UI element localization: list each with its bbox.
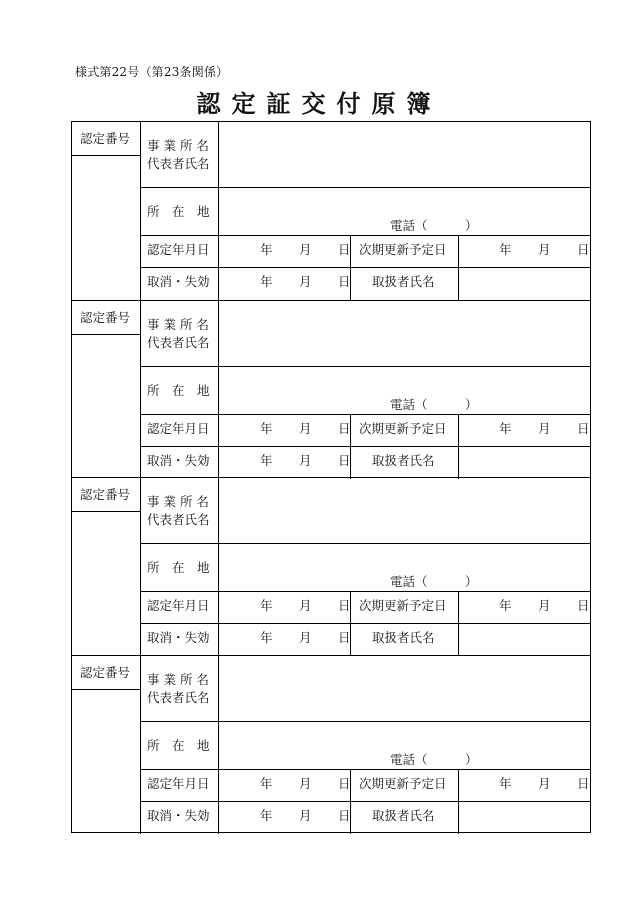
cancel-year: 年 bbox=[260, 453, 273, 468]
form-number: 様式第22号（第23条関係） bbox=[75, 65, 229, 79]
divider bbox=[140, 623, 590, 624]
business-name-label: 事 業 所 名 bbox=[147, 672, 209, 687]
divider bbox=[458, 769, 459, 834]
location-label: 所 在 地 bbox=[147, 204, 210, 219]
phone-label: 電話（ ） bbox=[390, 218, 478, 233]
representative-label: 代表者氏名 bbox=[147, 512, 210, 527]
handler-label: 取扱者氏名 bbox=[372, 274, 435, 289]
cert-number-label: 認定番号 bbox=[80, 665, 131, 680]
divider bbox=[218, 478, 219, 656]
divider bbox=[140, 769, 590, 770]
cancel-month: 月 bbox=[299, 274, 312, 289]
divider bbox=[140, 122, 141, 300]
next-renewal-label: 次期更新予定日 bbox=[359, 242, 447, 257]
cancel-day: 日 bbox=[338, 630, 351, 645]
divider bbox=[458, 235, 459, 300]
cert-date-year: 年 bbox=[260, 598, 273, 613]
cert-date-year: 年 bbox=[260, 776, 273, 791]
cert-date-day: 日 bbox=[338, 421, 351, 436]
cert-date-label: 認定年月日 bbox=[147, 598, 210, 613]
cert-date-label: 認定年月日 bbox=[147, 776, 210, 791]
business-name-label: 事 業 所 名 bbox=[147, 494, 209, 509]
cert-date-month: 月 bbox=[299, 776, 312, 791]
phone-label: 電話（ ） bbox=[390, 574, 478, 589]
next-renewal-day: 日 bbox=[577, 421, 590, 436]
next-renewal-day: 日 bbox=[577, 598, 590, 613]
divider bbox=[140, 591, 590, 592]
cert-date-year: 年 bbox=[260, 421, 273, 436]
cancel-day: 日 bbox=[338, 808, 351, 823]
phone-label: 電話（ ） bbox=[390, 752, 478, 767]
cert-date-day: 日 bbox=[338, 242, 351, 257]
cancel-year: 年 bbox=[260, 630, 273, 645]
next-renewal-day: 日 bbox=[577, 242, 590, 257]
divider bbox=[72, 334, 140, 335]
cancel-year: 年 bbox=[260, 274, 273, 289]
divider bbox=[140, 656, 141, 834]
next-renewal-label: 次期更新予定日 bbox=[359, 776, 447, 791]
cert-number-label: 認定番号 bbox=[80, 131, 131, 146]
next-renewal-year: 年 bbox=[499, 242, 512, 257]
divider bbox=[140, 301, 141, 479]
representative-label: 代表者氏名 bbox=[147, 156, 210, 171]
cert-date-year: 年 bbox=[260, 242, 273, 257]
location-label: 所 在 地 bbox=[147, 383, 210, 398]
representative-label: 代表者氏名 bbox=[147, 335, 210, 350]
cert-date-day: 日 bbox=[338, 776, 351, 791]
representative-label: 代表者氏名 bbox=[147, 690, 210, 705]
divider bbox=[218, 656, 219, 834]
registry-table bbox=[71, 121, 591, 833]
cert-date-month: 月 bbox=[299, 598, 312, 613]
divider bbox=[140, 414, 590, 415]
divider bbox=[140, 543, 590, 544]
divider bbox=[218, 122, 219, 300]
divider bbox=[218, 301, 219, 479]
cancel-month: 月 bbox=[299, 808, 312, 823]
next-renewal-month: 月 bbox=[538, 598, 551, 613]
next-renewal-day: 日 bbox=[577, 776, 590, 791]
registry-entry-2 bbox=[72, 300, 590, 479]
divider bbox=[458, 414, 459, 479]
cert-number-label: 認定番号 bbox=[80, 310, 131, 325]
divider bbox=[140, 721, 590, 722]
cert-date-month: 月 bbox=[299, 421, 312, 436]
cert-date-label: 認定年月日 bbox=[147, 242, 210, 257]
next-renewal-year: 年 bbox=[499, 598, 512, 613]
cancel-month: 月 bbox=[299, 630, 312, 645]
divider bbox=[72, 511, 140, 512]
divider bbox=[72, 155, 140, 156]
divider bbox=[458, 591, 459, 656]
business-name-label: 事 業 所 名 bbox=[147, 138, 209, 153]
next-renewal-month: 月 bbox=[538, 421, 551, 436]
location-label: 所 在 地 bbox=[147, 560, 210, 575]
next-renewal-month: 月 bbox=[538, 242, 551, 257]
handler-label: 取扱者氏名 bbox=[372, 808, 435, 823]
registry-entry-3 bbox=[72, 477, 590, 656]
cert-date-day: 日 bbox=[338, 598, 351, 613]
handler-label: 取扱者氏名 bbox=[372, 453, 435, 468]
registry-entry-1 bbox=[72, 122, 590, 300]
next-renewal-label: 次期更新予定日 bbox=[359, 598, 447, 613]
next-renewal-label: 次期更新予定日 bbox=[359, 421, 447, 436]
next-renewal-year: 年 bbox=[499, 421, 512, 436]
cancel-day: 日 bbox=[338, 274, 351, 289]
registry-entry-4 bbox=[72, 655, 590, 834]
cancel-label: 取消・失効 bbox=[147, 630, 210, 645]
cert-date-label: 認定年月日 bbox=[147, 421, 210, 436]
cancel-label: 取消・失効 bbox=[147, 453, 210, 468]
business-name-label: 事 業 所 名 bbox=[147, 317, 209, 332]
cancel-label: 取消・失効 bbox=[147, 274, 210, 289]
cert-date-month: 月 bbox=[299, 242, 312, 257]
cancel-month: 月 bbox=[299, 453, 312, 468]
cancel-label: 取消・失効 bbox=[147, 808, 210, 823]
divider bbox=[140, 235, 590, 236]
phone-label: 電話（ ） bbox=[390, 397, 478, 412]
cert-number-label: 認定番号 bbox=[80, 487, 131, 502]
cancel-day: 日 bbox=[338, 453, 351, 468]
next-renewal-month: 月 bbox=[538, 776, 551, 791]
location-label: 所 在 地 bbox=[147, 738, 210, 753]
divider bbox=[140, 446, 590, 447]
handler-label: 取扱者氏名 bbox=[372, 630, 435, 645]
divider bbox=[140, 267, 590, 268]
divider bbox=[72, 689, 140, 690]
form-title: 認定証交付原簿 bbox=[196, 89, 442, 118]
divider bbox=[140, 366, 590, 367]
cancel-year: 年 bbox=[260, 808, 273, 823]
divider bbox=[140, 478, 141, 656]
divider bbox=[140, 187, 590, 188]
next-renewal-year: 年 bbox=[499, 776, 512, 791]
divider bbox=[140, 801, 590, 802]
